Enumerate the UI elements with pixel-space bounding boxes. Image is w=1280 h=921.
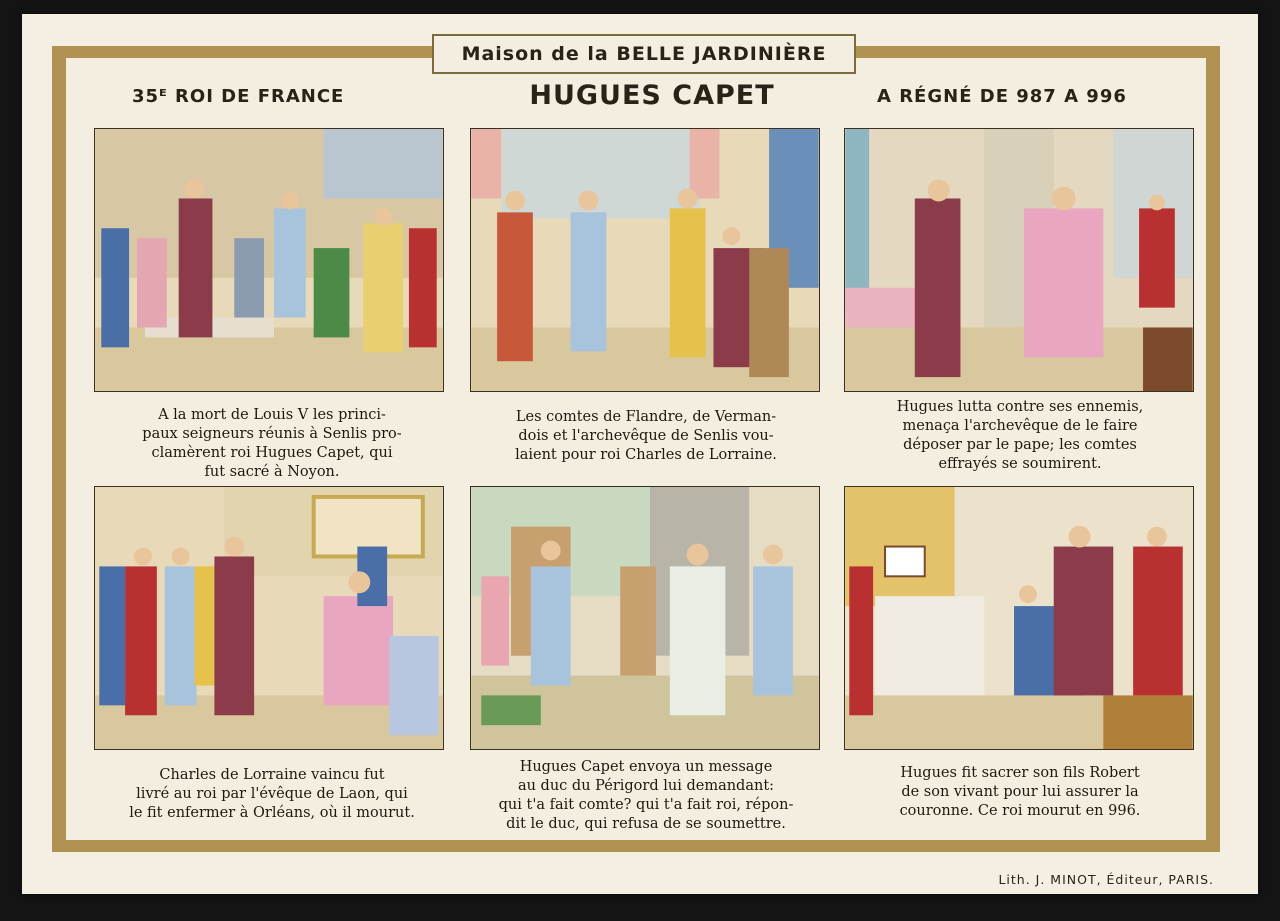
trade-card <box>22 14 1258 894</box>
panel-3-caption-text: Hugues lutta contre ses ennemis, menaça l'archevêque de le faire déposer par le pape; les comtes effrayés se soumirent. <box>896 399 1144 472</box>
panel-5-scene <box>471 487 819 749</box>
panel-4-illustration <box>94 486 444 750</box>
publisher-banner <box>432 34 856 74</box>
panel-3-illustration <box>844 128 1194 392</box>
panel-5-caption <box>476 758 816 834</box>
panel-4-caption-text: Charles de Lorraine vaincu fut livré au roi par l'évêque de Laon, qui le fit enfermer à Orléans, où il mourut. <box>129 767 415 821</box>
panel-2-caption <box>476 408 816 465</box>
panel-1-illustration <box>94 128 444 392</box>
panel-6-caption <box>850 764 1190 821</box>
king-title: HUGUES CAPET <box>529 80 775 111</box>
panel-1-scene <box>95 129 443 391</box>
publisher-imprint: Lith. J. MINOT, Éditeur, PARIS. <box>998 872 1214 887</box>
panel-5-caption-text: Hugues Capet envoya un message au duc du Périgord lui demandant: qui t'a fait comte? qui t'a fait roi, répon- dit le duc, qui refusa de se soumettre. <box>498 759 794 832</box>
panel-2-scene <box>471 129 819 391</box>
panel-4-scene <box>95 487 443 749</box>
panel-1-caption-text: A la mort de Louis V les princi- paux seigneurs réunis à Senlis pro- clamèrent roi Hugues Capet, qui fut sacré à Noyon. <box>142 407 402 480</box>
panel-5-illustration <box>470 486 820 750</box>
panel-4-caption <box>102 766 442 823</box>
panel-6-illustration <box>844 486 1194 750</box>
panel-3-caption <box>850 398 1190 474</box>
panel-6-caption-text: Hugues fit sacrer son fils Robert de son vivant pour lui assurer la couronne. Ce roi mourut en 996. <box>899 765 1141 819</box>
publisher-text: Maison de la BELLE JARDINIÈRE <box>461 43 827 65</box>
reign-title: A RÉGNÉ DE 987 A 996 <box>877 86 1127 107</box>
panel-3-scene <box>845 129 1193 391</box>
panel-1-caption <box>102 406 442 482</box>
panel-2-illustration <box>470 128 820 392</box>
panel-2-caption-text: Les comtes de Flandre, de Verman- dois et l'archevêque de Senlis vou- laient pour roi Charles de Lorraine. <box>515 409 777 463</box>
ordinal-title: 35ᴱ ROI DE FRANCE <box>132 86 345 107</box>
panel-6-scene <box>845 487 1193 749</box>
